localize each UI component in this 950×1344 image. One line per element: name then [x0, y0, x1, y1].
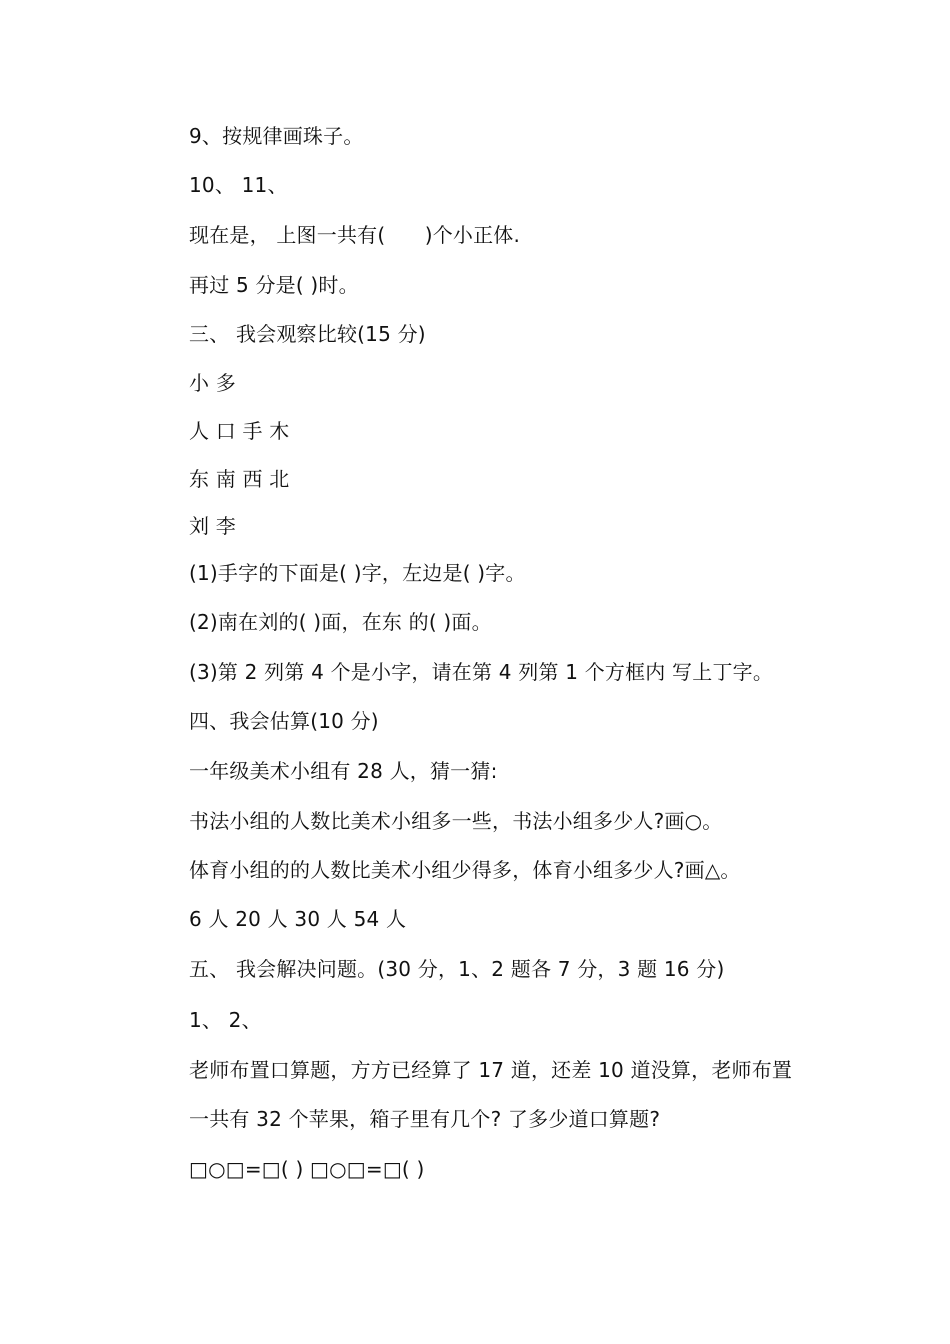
text-line: 再过 5 分是( )时。 [189, 273, 359, 297]
text-line: (2)南在刘的( )面，在东 的( )面。 [189, 610, 492, 634]
text-line: 书法小组的人数比美术小组多一些，书法小组多少人?画○。 [189, 809, 723, 833]
text-line: 刘 李 [189, 514, 236, 538]
section-heading: 三、 我会观察比较(15 分) [189, 322, 426, 346]
text-line: 人 口 手 木 [189, 419, 290, 443]
text-line: 东 南 西 北 [189, 467, 290, 491]
text-line: 一共有 32 个苹果，箱子里有几个? 了多少道口算题? [189, 1107, 661, 1131]
text-line: 体育小组的的人数比美术小组少得多，体育小组多少人?画△。 [189, 858, 741, 882]
section-heading: 四、我会估算(10 分) [189, 709, 379, 733]
text-line: 现在是， 上图一共有( )个小正体. [189, 223, 521, 247]
text-line: 9、按规律画珠子。 [189, 124, 364, 148]
text-line: 小 多 [189, 371, 236, 395]
text-line: (3)第 2 列第 4 个是小字，请在第 4 列第 1 个方框内 写上丁字。 [189, 660, 774, 684]
text-line: 10、 11、 [189, 173, 288, 197]
section-heading: 五、 我会解决问题。(30 分，1、2 题各 7 分，3 题 16 分) [189, 957, 725, 981]
text-line: (1)手字的下面是( )字，左边是( )字。 [189, 561, 526, 585]
text-line: 6 人 20 人 30 人 54 人 [189, 907, 407, 931]
text-line: □○□=□( ) □○□=□( ) [189, 1157, 425, 1181]
text-line: 老师布置口算题，方方已经算了 17 道，还差 10 道没算，老师布置 [189, 1058, 793, 1082]
text-line: 1、 2、 [189, 1008, 262, 1032]
text-line: 一年级美术小组有 28 人，猜一猜: [189, 759, 498, 783]
